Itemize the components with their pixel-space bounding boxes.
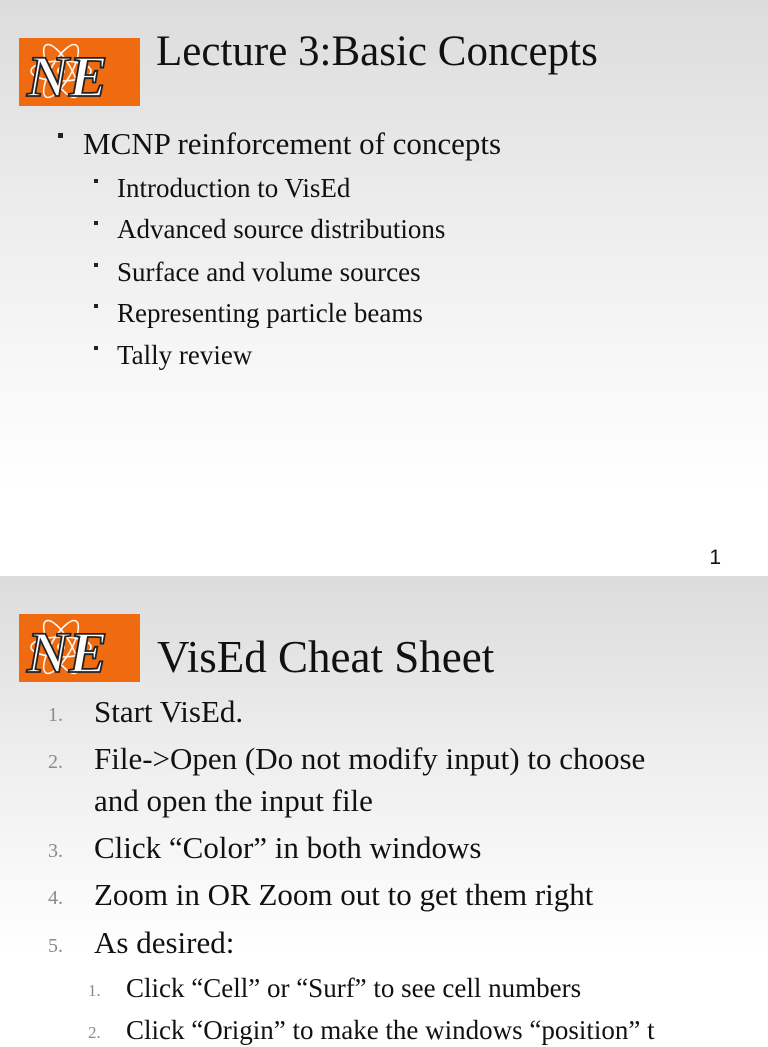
svg-text:NE: NE: [27, 44, 108, 109]
list-item: File->Open (Do not modify input) to choose: [94, 741, 646, 776]
list-item: Representing particle beams: [117, 298, 423, 328]
list-item: Zoom in OR Zoom out to get them right: [94, 877, 594, 912]
step-number: 3.: [48, 840, 63, 862]
list-item: Click “Cell” or “Surf” to see cell numbers: [126, 973, 582, 1003]
list-item: Introduction to VisEd: [117, 173, 351, 203]
bullet-marker: [58, 133, 63, 138]
step-number: 1.: [48, 704, 63, 726]
step-number: 4.: [48, 887, 63, 909]
page-title: VisEd Cheat Sheet: [157, 632, 495, 682]
ne-logo: [19, 38, 140, 109]
list-item: Tally review: [117, 340, 253, 370]
list-item: Start VisEd.: [94, 694, 244, 729]
step-number: 5.: [48, 935, 63, 957]
bullet-marker: [94, 221, 98, 225]
svg-text:NE: NE: [27, 620, 108, 685]
ne-logo: [19, 614, 140, 685]
bullet-marker: [94, 346, 98, 350]
main-bullet: MCNP reinforcement of concepts: [83, 126, 502, 161]
list-item: As desired:: [94, 925, 235, 960]
step-number: 2.: [48, 751, 63, 773]
bullet-marker: [94, 263, 98, 267]
page-title: Lecture 3:Basic Concepts: [156, 28, 598, 75]
list-item: Click “Color” in both windows: [94, 830, 482, 865]
slide-number: 1: [709, 546, 721, 569]
atom-icon: [19, 38, 140, 109]
atom-icon: [19, 614, 140, 685]
sub-step-number: 1.: [88, 981, 101, 1000]
sub-step-number: 2.: [88, 1023, 101, 1042]
list-item: Advanced source distributions: [117, 214, 446, 244]
bullet-marker: [94, 179, 98, 183]
list-item-continuation: and open the input file: [94, 783, 373, 818]
bullet-marker: [94, 304, 98, 308]
slide-2: [0, 576, 768, 1045]
list-item: Click “Origin” to make the windows “position” t: [126, 1015, 655, 1045]
list-item: Surface and volume sources: [117, 257, 421, 287]
